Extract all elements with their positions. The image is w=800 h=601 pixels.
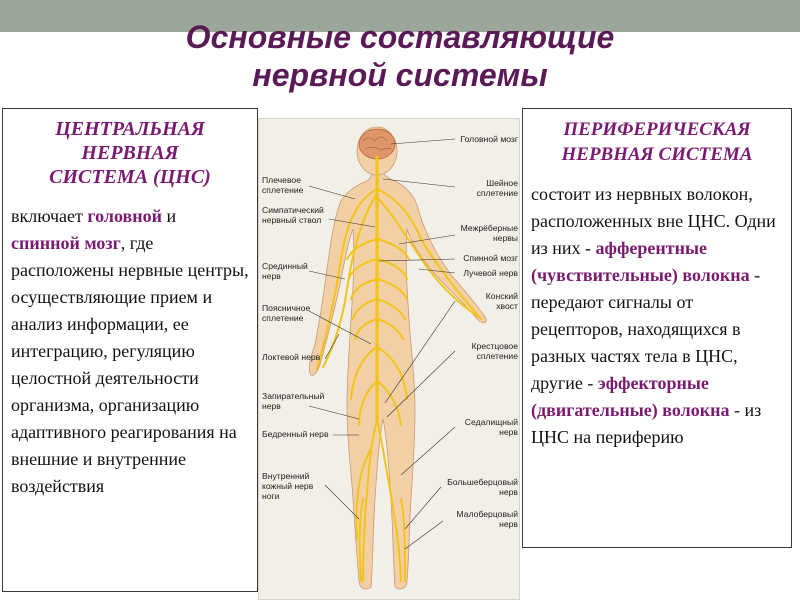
pns-text-part: состоит из нервных волокон, расположенных вне ЦНС. Одни из них - [531, 184, 776, 258]
nervous-system-illustration [259, 119, 521, 601]
label-lumbar-plexus: Поясничное сплетение [262, 303, 311, 323]
cns-heading [11, 117, 249, 189]
right-labels [447, 134, 518, 529]
label-ulnar-nerve: Локтевой нерв [262, 352, 321, 362]
pns-heading-line: ПЕРИФЕРИЧЕСКАЯ [563, 119, 751, 140]
title-line-2: нервной системы [252, 57, 548, 93]
label-saphenous-nerve: Внутренний кожный нерв ноги [262, 471, 314, 501]
pns-text-part: - из ЦНС на периферию [531, 400, 762, 447]
pns-description [531, 181, 783, 451]
cns-text-part: включает [11, 206, 88, 226]
brain [359, 129, 395, 159]
label-cauda-equina: Конский хвост [485, 291, 518, 311]
label-obturator-nerve: Запирательный нерв [262, 391, 325, 411]
label-intercostal-nerves: Межрёберные нервы [460, 223, 518, 243]
title-line-1: Основные составляющие [185, 19, 615, 55]
label-sympathetic-trunk: Симпатический нервный ствол [262, 205, 324, 225]
label-sciatic-nerve: Седалищный нерв [464, 417, 518, 437]
cns-heading-line: ЦЕНТРАЛЬНАЯ [55, 118, 205, 140]
cns-highlight-brain: головной [87, 206, 162, 226]
cns-highlight-spinal-cord: спинной мозг [11, 233, 121, 253]
label-cervical-plexus: Шейное сплетение [476, 178, 518, 198]
label-sacral-plexus: Крестцовое сплетение [471, 341, 518, 361]
label-tibial-nerve: Большеберцовый нерв [447, 477, 518, 497]
cns-text-part: и [162, 206, 177, 226]
pns-heading [531, 117, 783, 167]
body-silhouette [309, 127, 486, 589]
pns-heading-line: НЕРВНАЯ СИСТЕМА [561, 144, 753, 165]
label-radial-nerve: Лучевой нерв [463, 268, 518, 278]
nervous-system-figure [258, 118, 520, 600]
label-brachial-plexus: Плечевое сплетение [262, 175, 304, 195]
cns-description [11, 203, 249, 500]
label-brain: Головной мозг [460, 134, 518, 144]
cns-heading-line: СИСТЕМА (ЦНС) [49, 166, 211, 188]
label-fibular-nerve: Малоберцовый нерв [456, 509, 518, 529]
label-femoral-nerve: Бедренный нерв [262, 429, 329, 439]
label-spinal-cord: Спинной мозг [463, 253, 518, 263]
pns-highlight-afferent: афферентные (чувствительные) волокна [531, 238, 750, 285]
label-median-nerve: Срединный нерв [262, 261, 308, 281]
pns-text-part: - передают сигналы от рецепторов, находящихся в разных частях тела в ЦНС, другие - [531, 265, 761, 393]
page-title [0, 18, 800, 94]
cns-text-part: , где расположены нервные центры, осуществляющие прием и анализ информации, ее интеграцию, регуляцию целостной деятельности организма, организацию адаптивного реагирования на внешние и внутренние воздействия [11, 233, 249, 496]
pns-panel [522, 108, 792, 548]
cns-heading-line: НЕРВНАЯ [81, 142, 179, 164]
cns-panel [2, 108, 258, 592]
pns-highlight-efferent: эффекторные (двигательные) волокна [531, 373, 730, 420]
